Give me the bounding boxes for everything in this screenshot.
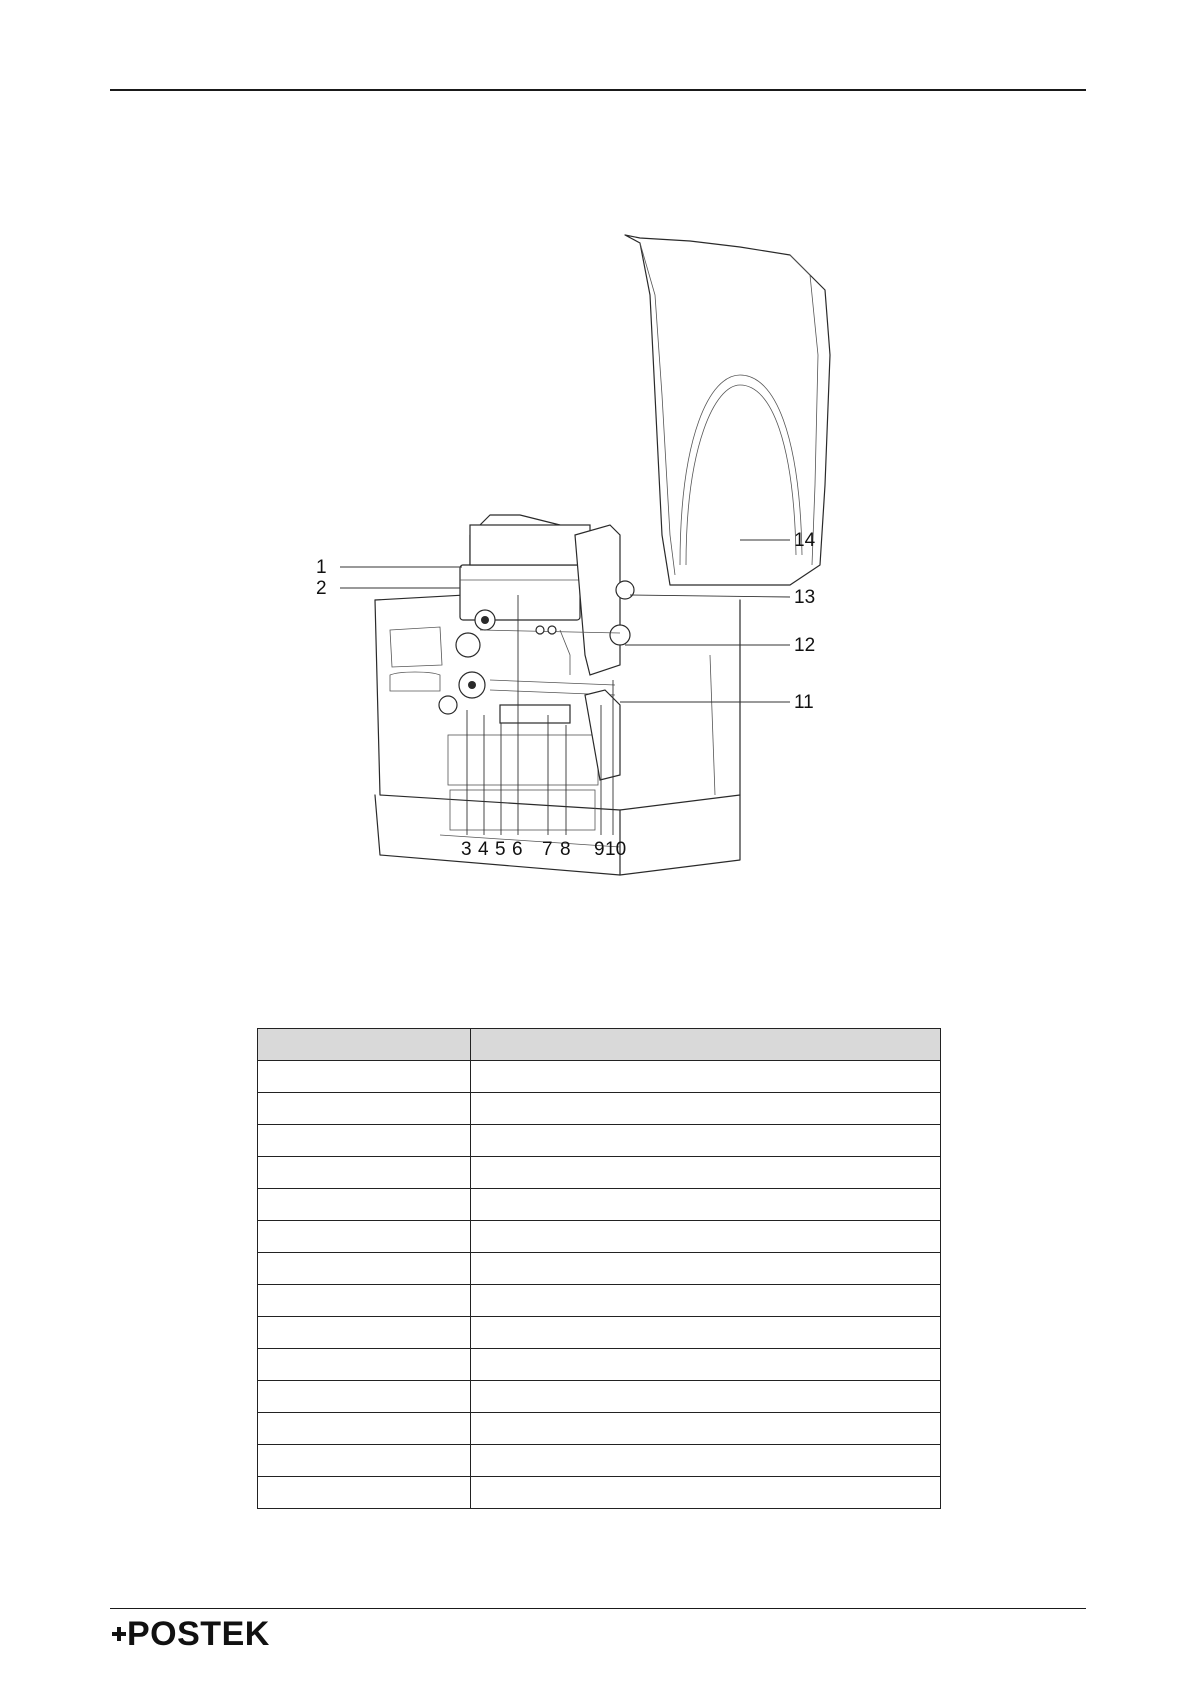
table-cell (258, 1189, 471, 1221)
callout-9: 9 (594, 839, 605, 860)
plus-cross-icon (112, 1627, 126, 1641)
table-cell (258, 1125, 471, 1157)
table-cell (258, 1349, 471, 1381)
table-row (258, 1413, 941, 1445)
footer-rule (110, 1608, 1086, 1609)
table-cell (471, 1349, 941, 1381)
table-row (258, 1189, 941, 1221)
table-cell (258, 1285, 471, 1317)
table-cell (471, 1317, 941, 1349)
table-cell (471, 1189, 941, 1221)
callout-13: 13 (794, 587, 816, 608)
callout-12: 12 (794, 635, 816, 656)
table-cell (471, 1285, 941, 1317)
table-cell (471, 1381, 941, 1413)
callout-4: 4 (478, 839, 489, 860)
table-row (258, 1285, 941, 1317)
table-cell (258, 1477, 471, 1509)
table-cell (258, 1221, 471, 1253)
callout-7: 7 (542, 839, 553, 860)
table-row (258, 1381, 941, 1413)
table-cell (258, 1317, 471, 1349)
postek-logo (112, 1612, 270, 1656)
logo-text: POSTEK (127, 1614, 270, 1653)
callout-5: 5 (495, 839, 506, 860)
table-cell (258, 1061, 471, 1093)
table-cell (258, 1381, 471, 1413)
print-mechanism (439, 525, 634, 780)
table-row (258, 1125, 941, 1157)
table-row (258, 1253, 941, 1285)
callout-11: 11 (794, 692, 814, 713)
callout-3: 3 (461, 839, 472, 860)
printer-diagram (316, 235, 880, 925)
table-row (258, 1317, 941, 1349)
table-cell (471, 1157, 941, 1189)
callout-10: 10 (605, 839, 627, 860)
table-row (258, 1157, 941, 1189)
table-header-cell (471, 1029, 941, 1061)
table-cell (471, 1221, 941, 1253)
table-cell (471, 1253, 941, 1285)
table-cell (258, 1413, 471, 1445)
table-row (258, 1061, 941, 1093)
table-cell (471, 1061, 941, 1093)
table-cell (471, 1125, 941, 1157)
header-rule (110, 89, 1086, 91)
callout-8: 8 (560, 839, 571, 860)
printer-illustration (316, 235, 880, 925)
table-row (258, 1093, 941, 1125)
callout-14: 14 (794, 530, 816, 551)
table-cell (258, 1157, 471, 1189)
table-cell (471, 1093, 941, 1125)
table-cell (471, 1477, 941, 1509)
table-row (258, 1349, 941, 1381)
table-cell (258, 1253, 471, 1285)
table-header-row (258, 1029, 941, 1061)
table-row (258, 1221, 941, 1253)
table-row (258, 1445, 941, 1477)
table-cell (471, 1413, 941, 1445)
parts-table (257, 1028, 941, 1509)
table-cell (471, 1445, 941, 1477)
callout-6: 6 (512, 839, 523, 860)
table-cell (258, 1445, 471, 1477)
table-cell (258, 1093, 471, 1125)
table-row (258, 1477, 941, 1509)
table-header-cell (258, 1029, 471, 1061)
callout-1: 1 (316, 557, 327, 578)
callout-2: 2 (316, 578, 327, 599)
